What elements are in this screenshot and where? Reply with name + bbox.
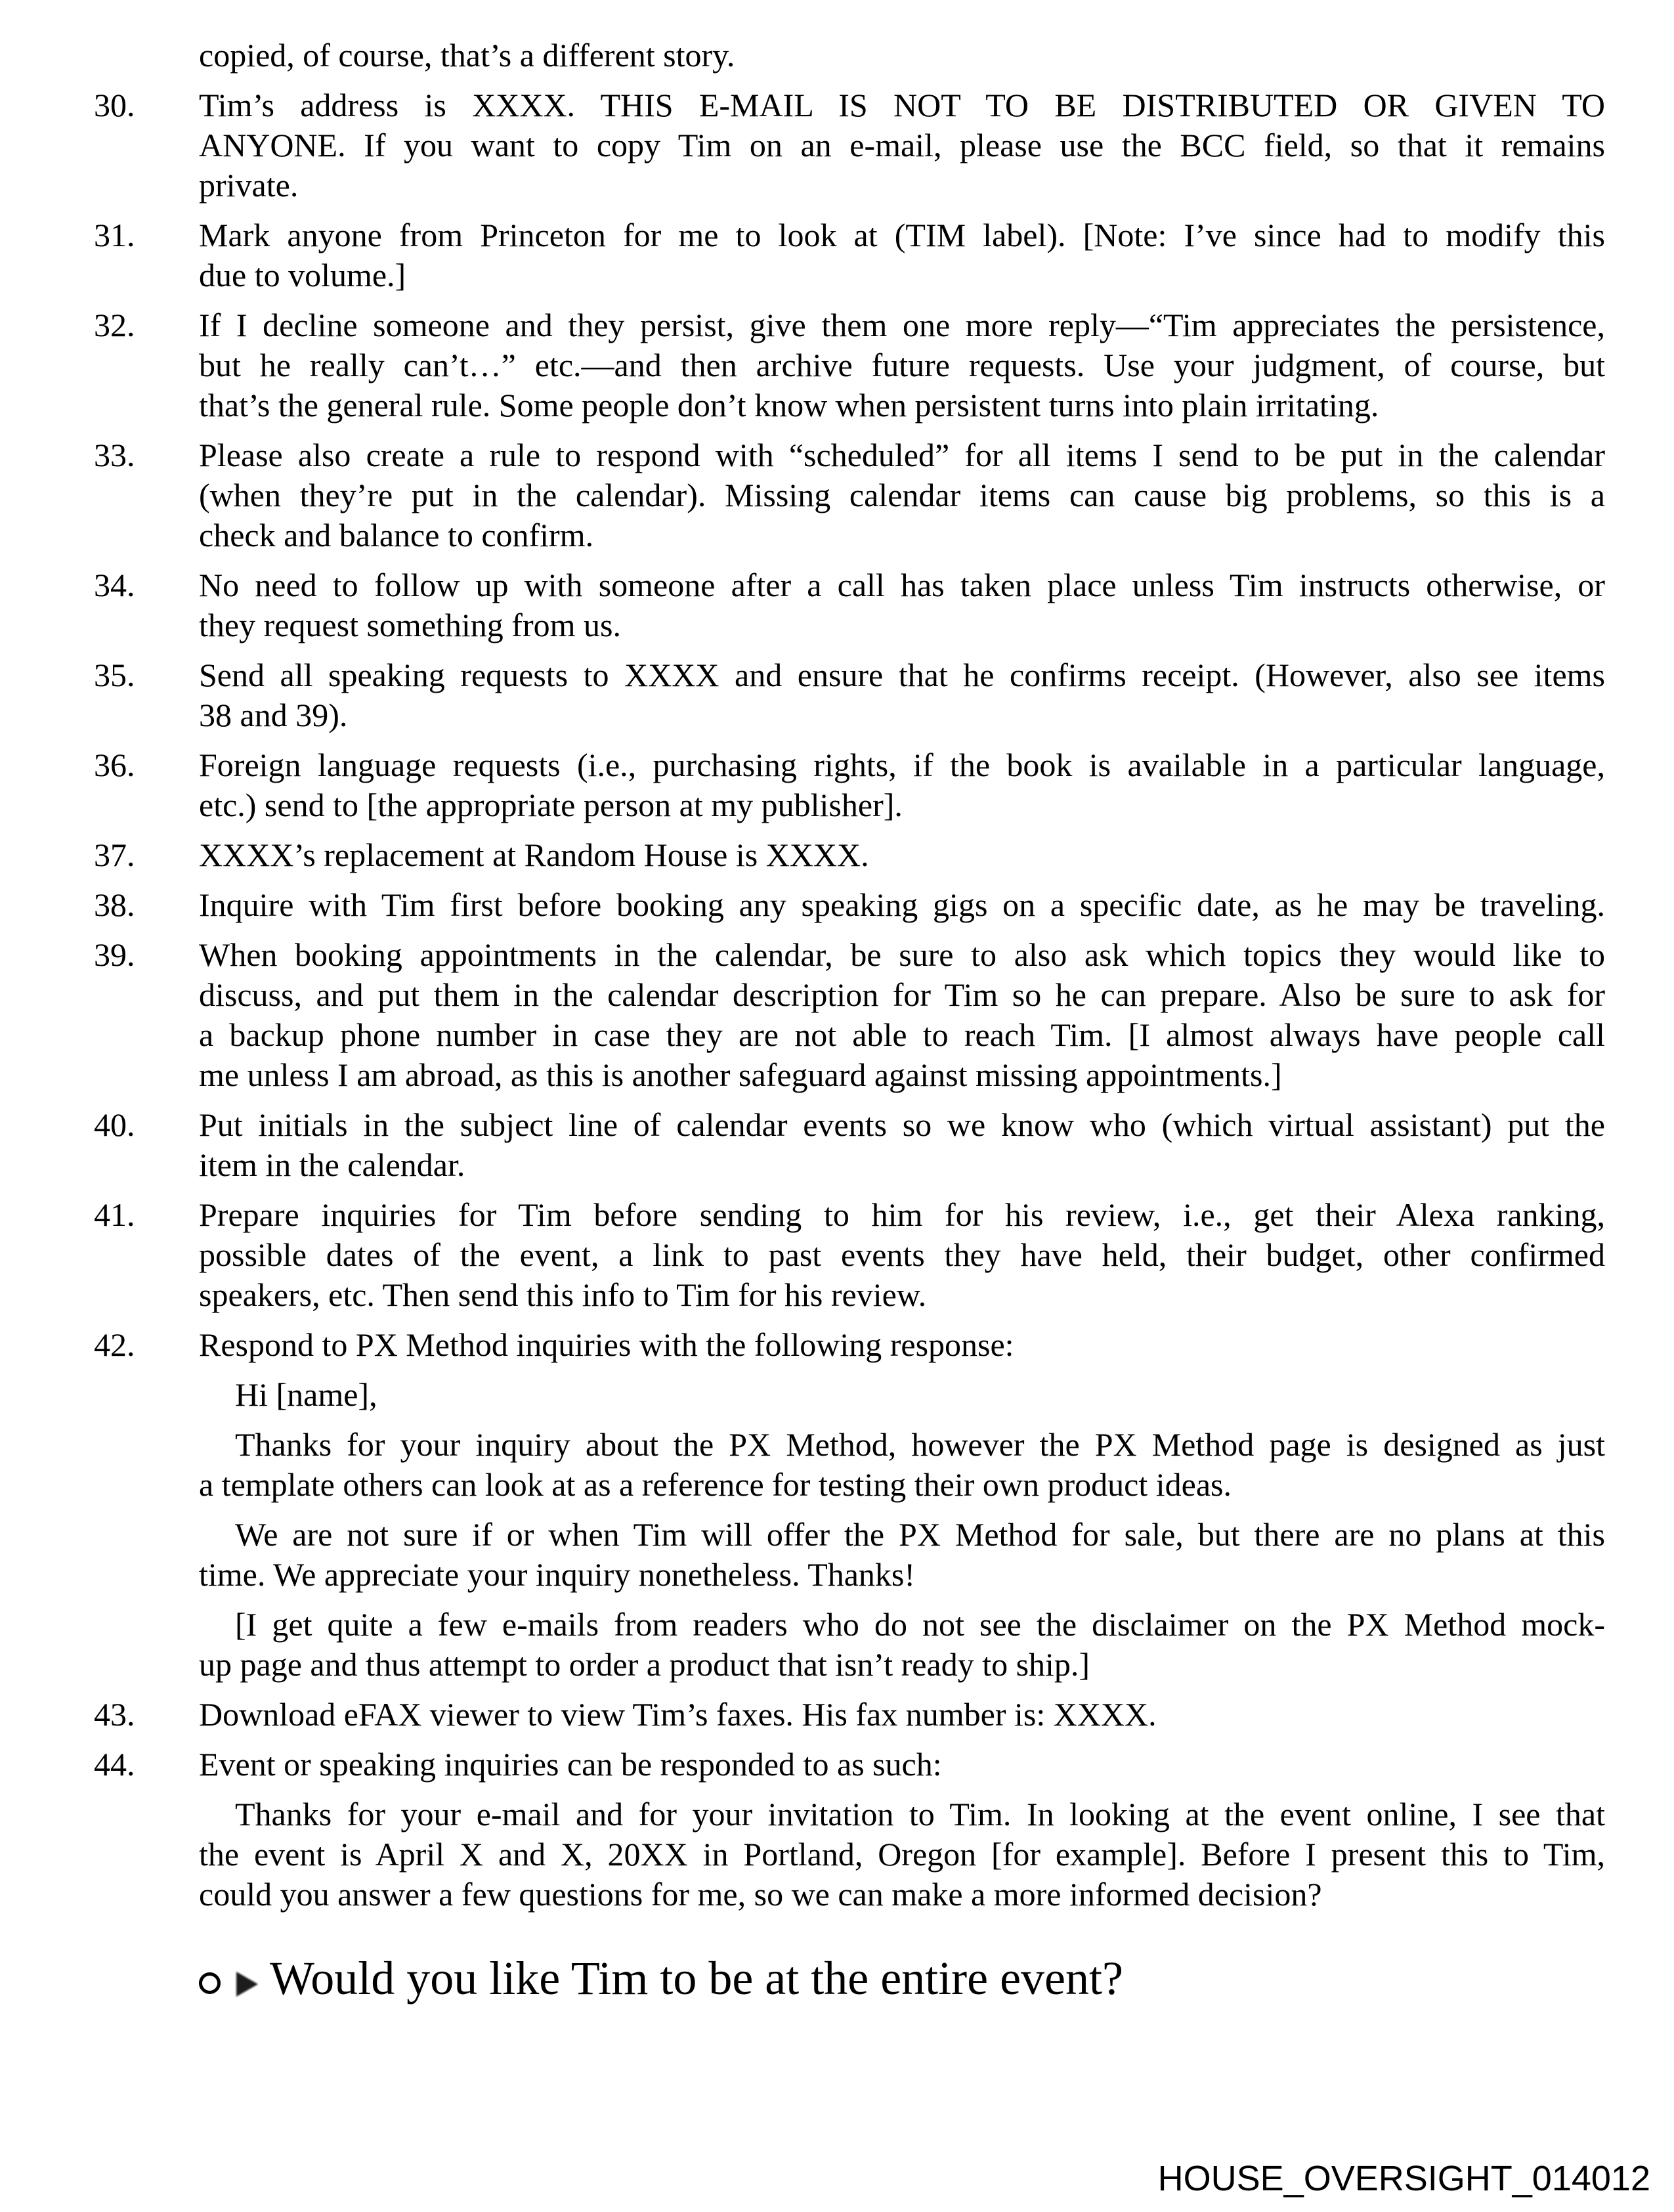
item-number: 40.	[94, 1106, 135, 1143]
text-line: Hi [name],	[235, 1376, 377, 1413]
list-item-item-34	[94, 565, 1605, 645]
text-line: Thanks for your e-mail and for your invitation to Tim. In looking at the event online, I see that	[235, 1796, 1605, 1832]
item-text	[199, 835, 1605, 875]
list-item-item-42	[94, 1325, 1605, 1685]
text-line: could you answer a few questions for me, so we can make a more informed decision?	[199, 1876, 1322, 1913]
text-line: Thanks for your inquiry about the PX Method, however the PX Method page is designed as just	[235, 1426, 1605, 1463]
list-item-item-43	[94, 1695, 1605, 1735]
text-line: If I decline someone and they persist, give them one more reply—“Tim appreciates the persistence,	[199, 307, 1605, 343]
list-item-continuation	[94, 35, 1605, 76]
item-number: 44.	[94, 1746, 135, 1783]
text-line: private.	[199, 167, 299, 204]
quote-paragraph	[199, 1515, 1605, 1595]
item-text	[199, 1745, 1605, 1915]
list-item-item-32	[94, 305, 1605, 425]
callout-line	[199, 1951, 1605, 2006]
paragraph	[199, 1325, 1605, 1365]
item-text	[199, 655, 1605, 735]
list-item-item-30	[94, 85, 1605, 206]
item-number: 37.	[94, 836, 135, 873]
item-number: 31.	[94, 217, 135, 253]
text-line: a template others can look at as a reference for testing their own product ideas.	[199, 1466, 1232, 1503]
text-line: (when they’re put in the calendar). Missing calendar items can cause big problems, so this is a	[199, 477, 1605, 513]
paragraph	[199, 305, 1605, 425]
item-text	[199, 35, 1605, 76]
item-number: 34.	[94, 567, 135, 603]
item-number: 39.	[94, 936, 135, 973]
item-text	[199, 1105, 1605, 1185]
paragraph	[199, 215, 1605, 295]
circle-bullet-icon	[199, 1972, 221, 1994]
item-text	[199, 85, 1605, 206]
text-line: me unless I am abroad, as this is another safeguard against missing appointments.]	[199, 1056, 1282, 1093]
list-item-item-37	[94, 835, 1605, 875]
text-line: up page and thus attempt to order a product that isn’t ready to ship.]	[199, 1646, 1090, 1683]
list-item-item-41	[94, 1195, 1605, 1315]
text-line: We are not sure if or when Tim will offer the PX Method for sale, but there are no plans at this	[235, 1516, 1605, 1553]
paragraph	[199, 565, 1605, 645]
text-line: etc.) send to [the appropriate person at my publisher].	[199, 787, 903, 823]
text-line: a backup phone number in case they are not able to reach Tim. [I almost always have people call	[199, 1016, 1605, 1053]
text-line: Inquire with Tim first before booking any speaking gigs on a specific date, as he may be traveling.	[199, 886, 1605, 923]
text-line: 38 and 39).	[199, 697, 348, 733]
text-line: but he really can’t…” etc.—and then archive future requests. Use your judgment, of course, but	[199, 347, 1605, 383]
paragraph	[199, 1695, 1605, 1735]
list-item-item-36	[94, 745, 1605, 825]
text-line: Event or speaking inquiries can be responded to as such:	[199, 1746, 942, 1783]
paragraph	[199, 935, 1605, 1095]
item-number: 30.	[94, 87, 135, 123]
arrow-bullet-icon	[236, 1972, 258, 1997]
bates-number: HOUSE_OVERSIGHT_014012	[1157, 2159, 1650, 2198]
text-line: Prepare inquiries for Tim before sending to him for his review, i.e., get their Alexa ranking,	[199, 1196, 1605, 1233]
item-number	[94, 35, 199, 76]
item-number: 38.	[94, 886, 135, 923]
text-line: ANYONE. If you want to copy Tim on an e-mail, please use the BCC field, so that it remains	[199, 127, 1605, 163]
text-line: XXXX’s replacement at Random House is XXXX.	[199, 836, 869, 873]
text-line: Tim’s address is XXXX. THIS E-MAIL IS NOT TO BE DISTRIBUTED OR GIVEN TO	[199, 87, 1605, 123]
text-line: Download eFAX viewer to view Tim’s faxes. His fax number is: XXXX.	[199, 1696, 1157, 1733]
paragraph	[199, 885, 1605, 925]
text-line: Please also create a rule to respond with “scheduled” for all items I send to be put in the calendar	[199, 437, 1605, 473]
text-line: check and balance to confirm.	[199, 517, 594, 553]
paragraph	[199, 835, 1605, 875]
text-line: copied, of course, that’s a different story.	[199, 37, 735, 74]
text-line: speakers, etc. Then send this info to Tim for his review.	[199, 1276, 927, 1313]
quote-paragraph	[199, 1794, 1605, 1915]
list-item-item-39	[94, 935, 1605, 1095]
text-line: due to volume.]	[199, 257, 406, 293]
quote-paragraph	[199, 1605, 1605, 1685]
text-line: item in the calendar.	[199, 1146, 465, 1183]
text-line: Mark anyone from Princeton for me to look at (TIM label). [Note: I’ve since had to modify this	[199, 217, 1605, 253]
list-item-item-33	[94, 435, 1605, 555]
item-number: 36.	[94, 747, 135, 783]
paragraph	[199, 1745, 1605, 1785]
paragraph	[199, 1105, 1605, 1185]
paragraph	[199, 435, 1605, 555]
list-item-item-40	[94, 1105, 1605, 1185]
item-text	[199, 1325, 1605, 1685]
quote-paragraph	[199, 1425, 1605, 1505]
text-line: discuss, and put them in the calendar description for Tim so he can prepare. Also be sure to ask for	[199, 976, 1605, 1013]
text-line: Respond to PX Method inquiries with the following response:	[199, 1326, 1014, 1363]
text-line: No need to follow up with someone after a call has taken place unless Tim instructs otherwise, or	[199, 567, 1605, 603]
item-text	[199, 565, 1605, 645]
text-line: Foreign language requests (i.e., purchasing rights, if the book is available in a particular language,	[199, 747, 1605, 783]
text-line: that’s the general rule. Some people don’t know when persistent turns into plain irritating.	[199, 387, 1379, 423]
paragraph	[199, 1195, 1605, 1315]
text-line: [I get quite a few e-mails from readers who do not see the disclaimer on the PX Method mock-	[235, 1606, 1605, 1643]
item-number: 43.	[94, 1696, 135, 1733]
item-number: 33.	[94, 437, 135, 473]
item-number: 41.	[94, 1196, 135, 1233]
callout-text: Would you like Tim to be at the entire event?	[270, 1952, 1123, 2005]
item-text	[199, 215, 1605, 295]
item-text	[199, 1195, 1605, 1315]
list-item-item-31	[94, 215, 1605, 295]
item-text	[199, 885, 1605, 925]
text-line: When booking appointments in the calendar, be sure to also ask which topics they would like to	[199, 936, 1605, 973]
paragraph	[199, 655, 1605, 735]
item-text	[199, 305, 1605, 425]
text-line: they request something from us.	[199, 607, 621, 643]
item-text	[199, 435, 1605, 555]
list-item-item-44	[94, 1745, 1605, 1915]
item-number: 42.	[94, 1326, 135, 1363]
text-line: the event is April X and X, 20XX in Portland, Oregon [for example]. Before I present this to Tim,	[199, 1836, 1605, 1873]
item-number: 32.	[94, 307, 135, 343]
document-body	[94, 35, 1605, 1915]
item-number: 35.	[94, 657, 135, 693]
item-text	[199, 745, 1605, 825]
list-item-item-35	[94, 655, 1605, 735]
list-item-item-38	[94, 885, 1605, 925]
paragraph	[199, 745, 1605, 825]
item-text	[199, 1695, 1605, 1735]
quote-paragraph	[199, 1375, 1605, 1415]
text-line: Put initials in the subject line of calendar events so we know who (which virtual assistant) put the	[199, 1106, 1605, 1143]
text-line: Send all speaking requests to XXXX and ensure that he confirms receipt. (However, also see items	[199, 657, 1605, 693]
paragraph	[199, 85, 1605, 206]
item-text	[199, 935, 1605, 1095]
text-line: time. We appreciate your inquiry nonetheless. Thanks!	[199, 1556, 916, 1593]
paragraph	[199, 35, 1605, 76]
text-line: possible dates of the event, a link to past events they have held, their budget, other confirmed	[199, 1236, 1605, 1273]
